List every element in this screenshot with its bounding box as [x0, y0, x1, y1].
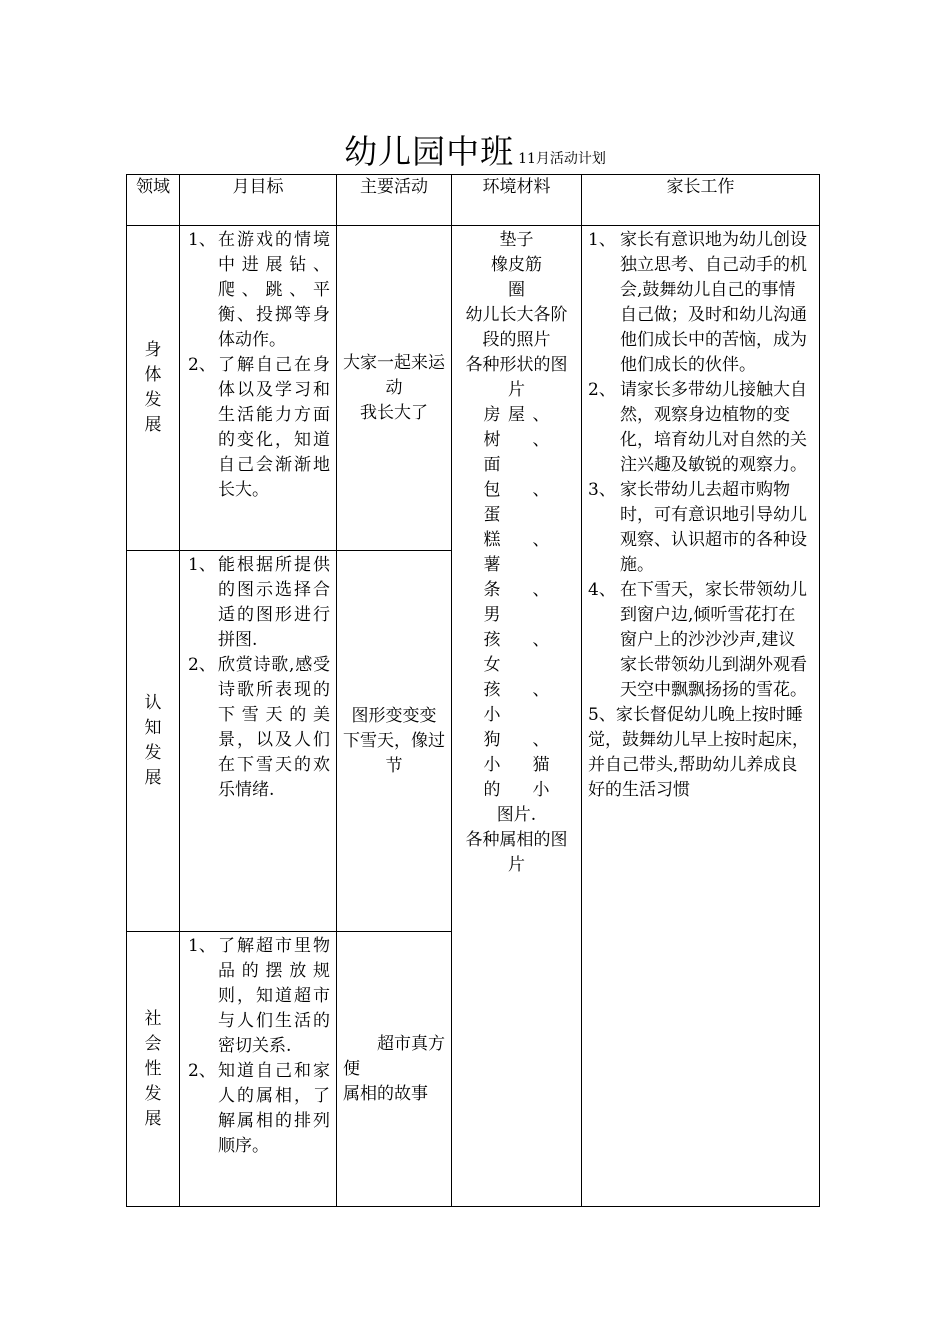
domain-char: 社 [144, 1008, 162, 1029]
material-text: 糕 、 [483, 530, 550, 550]
goal-text: 知道自己和家人的属相，了解属相的排列顺序。 [218, 1061, 330, 1156]
activity-plan-table [126, 174, 820, 1207]
domain-char: 发 [144, 1083, 162, 1104]
domain-char: 会 [144, 1033, 162, 1054]
material-text: 小 猫 [483, 755, 550, 775]
goal-item [188, 553, 330, 653]
domain-char: 认 [144, 693, 162, 713]
activity-text: 大家一起来运动 [343, 352, 445, 398]
goal-cell [180, 551, 337, 932]
parent-work-number: 1、 [588, 230, 616, 250]
goal-number: 1、 [188, 555, 216, 575]
domain-char: 体 [144, 365, 162, 385]
domain-cell [127, 551, 180, 932]
parent-work-text: 家长有意识地为幼儿创设独立思考、自己动手的机会,鼓舞幼儿自己的事情自己做；及时和幼儿沟通他们成长中的苦恼，成为他们成长的伙伴。 [620, 230, 807, 375]
activity-cell [337, 932, 452, 1207]
material-text: 各种属相的图片 [465, 830, 568, 875]
parent-work-text: 请家长多带幼儿接触大自然，观察身边植物的变化，培育幼儿对自然的关注兴趣及敏锐的观察力。 [620, 380, 807, 475]
material-cell [452, 226, 582, 1207]
domain-char: 展 [144, 1108, 162, 1129]
parent-work-text: 家长带幼儿去超市购物时，可有意识地引导幼儿观察、认识超市的各种设施。 [620, 480, 807, 575]
page-title [0, 126, 950, 173]
goal-text: 了解自己在身体以及学习和生活能力方面的变化，知道自己会渐渐地长大。 [218, 355, 330, 500]
header-parent: 家长工作 [582, 175, 820, 226]
domain-char: 发 [144, 390, 162, 410]
header-activity: 主要活动 [337, 175, 452, 226]
goal-cell [180, 932, 337, 1207]
header-material: 环境材料 [452, 175, 582, 226]
parent-work-item [588, 478, 811, 578]
material-text: 女 [483, 655, 501, 675]
parent-work-cell [582, 226, 820, 1207]
domain-cell [127, 932, 180, 1207]
parent-work-number: 3、 [588, 480, 616, 500]
material-text: 圈 [508, 280, 525, 300]
goal-cell [180, 226, 337, 551]
table-row [127, 226, 820, 551]
material-text: 各种形状的图片 [465, 355, 568, 400]
goal-item [188, 934, 330, 1059]
material-text: 孩 、 [483, 680, 550, 700]
goal-text: 了解超市里物品的摆放规则，知道超市与人们生活的密切关系. [218, 936, 330, 1056]
goal-text: 能根据所提供的图示选择合适的图形进行拼图. [218, 555, 330, 650]
parent-work-text: 在下雪天，家长带领幼儿到窗户边,倾听雪花打在窗户上的沙沙沙声,建议家长带领幼儿到湖外观看天空中飘飘扬扬的雪花。 [620, 580, 807, 700]
material-list [484, 403, 550, 828]
material-text: 男 [483, 605, 501, 625]
parent-work-item [588, 703, 811, 803]
activity-text: 属相的故事 [343, 1083, 428, 1104]
parent-work-number: 4、 [588, 580, 616, 600]
domain-char: 知 [144, 718, 162, 738]
material-text: 小 [483, 705, 501, 725]
domain-cell [127, 226, 180, 551]
material-text: 幼儿长大各阶段的照片 [465, 305, 568, 350]
material-text: 面 [483, 455, 501, 475]
goal-number: 2、 [188, 655, 216, 675]
goal-item [188, 228, 330, 353]
activity-text: 下雪天，像过节 [343, 730, 445, 776]
material-text: 狗 、 [483, 730, 550, 750]
material-text: 条 、 [483, 580, 550, 600]
domain-char: 性 [144, 1058, 162, 1079]
header-domain-label: 领域 [136, 177, 170, 197]
material-text: 孩 、 [483, 630, 550, 650]
goal-number: 1、 [188, 230, 216, 250]
activity-cell [337, 551, 452, 932]
activity-text: 图形变变变 [351, 705, 437, 726]
goal-number: 2、 [188, 355, 216, 375]
parent-work-item [588, 228, 811, 378]
title-subtitle: 11月活动计划 [518, 151, 606, 167]
material-text: 树 、 [483, 430, 550, 450]
activity-text: 超市真方便 [343, 1033, 445, 1079]
material-text: 垫子 [499, 230, 534, 250]
parent-work-item [588, 378, 811, 478]
header-goal: 月目标 [180, 175, 337, 226]
goal-text: 欣赏诗歌,感受诗歌所表现的下雪天的美景，以及人们在下雪天的欢乐情绪. [218, 655, 330, 800]
header-domain [127, 175, 180, 226]
parent-work-text: 5、家长督促幼儿晚上按时睡觉，鼓舞幼儿早上按时起床，并自己带头,帮助幼儿养成良好的生活习惯 [588, 705, 809, 800]
activity-text: 我长大了 [360, 402, 428, 423]
material-text: 的 小 [483, 780, 550, 800]
goal-number: 1、 [188, 936, 216, 956]
header-row [127, 175, 820, 226]
goal-item [188, 1059, 330, 1159]
parent-work-number: 2、 [588, 380, 616, 400]
material-text: 蛋 [483, 505, 501, 525]
goal-number: 2、 [188, 1061, 216, 1081]
goal-item [188, 353, 330, 503]
domain-char: 展 [144, 415, 162, 435]
domain-char: 身 [144, 340, 162, 360]
material-text: 橡皮筋 [491, 255, 542, 275]
material-text: 图片. [496, 805, 537, 825]
goal-item [188, 653, 330, 803]
domain-char: 发 [144, 743, 162, 763]
material-text: 包 、 [483, 480, 550, 500]
title-main: 幼儿园中班 [344, 132, 515, 171]
parent-work-item [588, 578, 811, 703]
material-text: 薯 [483, 555, 501, 575]
activity-cell [337, 226, 452, 551]
goal-text: 在游戏的情境中进展钻、爬、跳、平衡、投掷等身体动作。 [218, 230, 330, 350]
material-text: 房屋、 [483, 405, 550, 425]
domain-char: 展 [144, 768, 162, 788]
